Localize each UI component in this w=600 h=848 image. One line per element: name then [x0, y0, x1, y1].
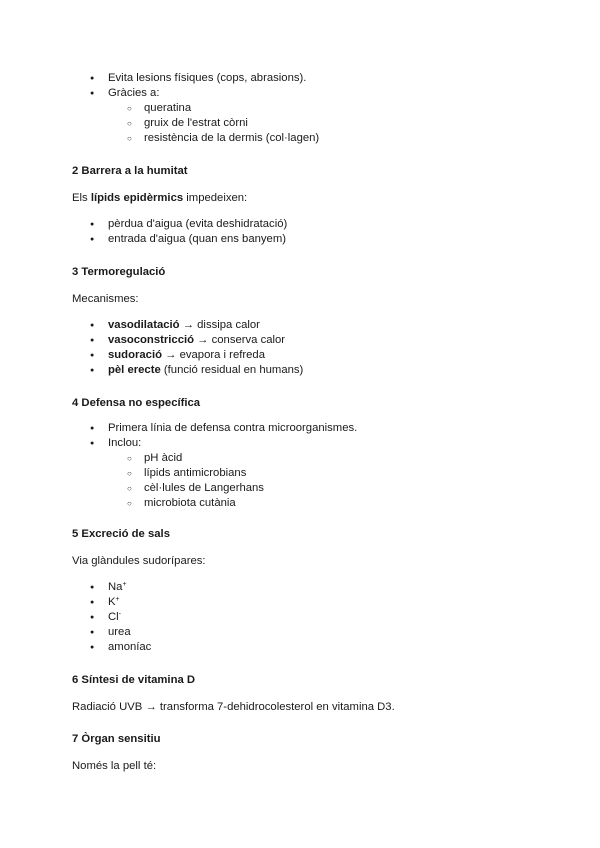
section-list	[0, 318, 600, 378]
sub-list-item: ○ gruix de l'estrat còrni	[0, 116, 600, 131]
term: sudoració	[108, 349, 162, 361]
section-paragraph	[72, 191, 247, 206]
para-text: Els	[72, 192, 91, 204]
list-item: ● Evita lesions físiques (cops, abrasions).	[0, 71, 600, 86]
section-paragraph: Mecanismes:	[72, 293, 139, 305]
list-item: ● K+	[0, 595, 600, 610]
sub-list-item: ○ cèl·lules de Langerhans	[0, 481, 600, 496]
section-heading: 5 Excreció de sals	[72, 528, 170, 540]
section-heading: 3 Termoregulació	[72, 266, 166, 278]
section-paragraph: Radiació UVB → transforma 7-dehidrocolesterol en vitamina D3.	[72, 701, 395, 713]
list-item	[0, 333, 600, 348]
list-item: ● Primera línia de defensa contra microorganismes.	[0, 421, 600, 436]
list-item	[0, 348, 600, 363]
term: vasoconstricció	[108, 334, 195, 346]
section-heading: 7 Òrgan sensitiu	[72, 733, 161, 745]
list-item: ● Cl-	[0, 610, 600, 625]
list-item: ● Inclou:	[0, 436, 600, 451]
list-item	[0, 363, 600, 378]
list-item: ● urea	[0, 625, 600, 640]
section-heading: 2 Barrera a la humitat	[72, 165, 188, 177]
sub-list-item: ○ queratina	[0, 101, 600, 116]
description: (funció residual en humans)	[160, 364, 304, 376]
intro-list	[0, 71, 600, 146]
sub-list-item: ○ microbiota cutània	[0, 496, 600, 511]
sub-list-item: ○ pH àcid	[0, 451, 600, 466]
section-heading: 6 Síntesi de vitamina D	[72, 674, 196, 686]
section-list	[0, 217, 600, 247]
section-list	[0, 580, 600, 655]
list-item: ● Na+	[0, 580, 600, 595]
description: → evapora i refreda	[162, 349, 265, 361]
list-item: ● Gràcies a:	[0, 86, 600, 101]
term: vasodilatació	[108, 319, 180, 331]
list-item: ● amoníac	[0, 640, 600, 655]
section-paragraph: Via glàndules sudorípares:	[72, 555, 206, 567]
list-item	[0, 318, 600, 333]
list-item: ● entrada d'aigua (quan ens banyem)	[0, 232, 600, 247]
term: pèl erecte	[108, 364, 161, 376]
sub-list-item: ○ resistència de la dermis (col·lagen)	[0, 131, 600, 146]
description: → conserva calor	[194, 334, 286, 346]
section-heading: 4 Defensa no específica	[72, 397, 201, 409]
sub-list-item: ○ lípids antimicrobians	[0, 466, 600, 481]
list-item: ● pèrdua d'aigua (evita deshidratació)	[0, 217, 600, 232]
description: → dissipa calor	[179, 319, 260, 331]
para-text: impedeixen:	[183, 192, 248, 204]
section-list	[0, 421, 600, 511]
section-paragraph: Només la pell té:	[72, 760, 157, 772]
para-bold-term: lípids epidèrmics	[90, 192, 184, 204]
